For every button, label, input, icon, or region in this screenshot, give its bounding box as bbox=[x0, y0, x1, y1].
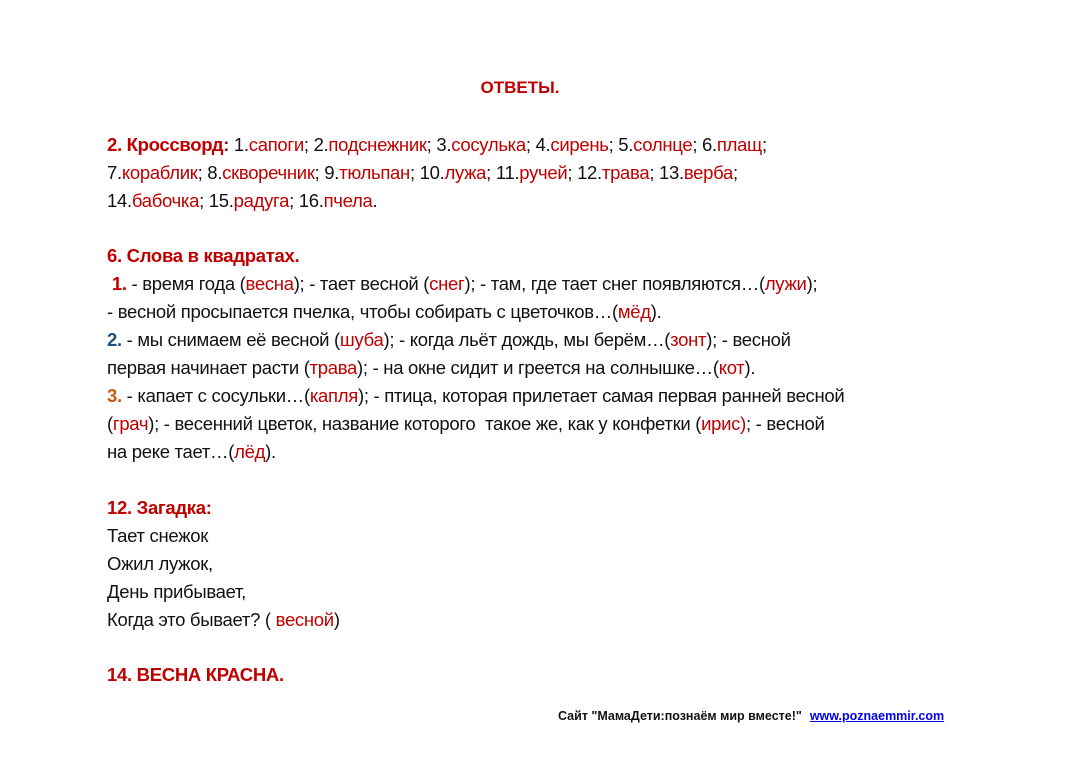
answer-highlight: 1. bbox=[107, 273, 127, 294]
text-segment: ); - тает весной ( bbox=[293, 273, 430, 294]
answer-highlight: 3. bbox=[107, 385, 122, 406]
text-line bbox=[107, 606, 340, 634]
answer-highlight: 12. Загадка: bbox=[107, 497, 212, 518]
text-segment: ; 8. bbox=[197, 162, 223, 183]
answer-highlight: ручей bbox=[519, 162, 568, 183]
text-segment: 1. bbox=[229, 134, 249, 155]
text-segment: ; 9. bbox=[314, 162, 340, 183]
text-segment: ; bbox=[761, 134, 767, 155]
answer-highlight: мёд bbox=[617, 301, 651, 322]
text-segment: ); - весной bbox=[706, 329, 791, 350]
text-segment: - капает с сосульки…( bbox=[121, 385, 310, 406]
text-segment: ; - весной bbox=[746, 413, 825, 434]
text-line bbox=[107, 494, 340, 522]
text-segment: первая начинает расти ( bbox=[107, 357, 310, 378]
answer-highlight: трава bbox=[601, 162, 650, 183]
text-segment: ; 5. bbox=[608, 134, 634, 155]
text-segment: День прибывает, bbox=[107, 581, 246, 602]
answer-highlight: шуба bbox=[339, 329, 384, 350]
answer-highlight: подснежник bbox=[328, 134, 427, 155]
riddle-answer bbox=[107, 494, 340, 634]
text-segment: ; 11. bbox=[486, 162, 520, 183]
text-segment: - время года ( bbox=[126, 273, 246, 294]
answer-highlight: сирень bbox=[550, 134, 609, 155]
answer-highlight: кот bbox=[718, 357, 745, 378]
footer-site-name: Сайт "МамаДети:познаём мир вместе!" bbox=[558, 709, 802, 723]
text-segment: ). bbox=[265, 441, 276, 462]
answer-highlight: тюльпан bbox=[339, 162, 410, 183]
answer-highlight: капля bbox=[309, 385, 358, 406]
text-segment: ; 6. bbox=[692, 134, 717, 155]
answer-highlight: верба bbox=[683, 162, 734, 183]
text-line bbox=[107, 298, 844, 326]
text-segment: ; 12. bbox=[567, 162, 602, 183]
answer-highlight: лужа bbox=[444, 162, 487, 183]
text-line bbox=[107, 438, 844, 466]
text-segment: Когда это бывает? ( bbox=[107, 609, 276, 630]
words-in-squares-answers bbox=[107, 242, 844, 466]
text-segment: ); - когда льёт дождь, мы берём…( bbox=[383, 329, 671, 350]
text-line bbox=[107, 270, 844, 298]
text-segment: ); - весенний цветок, название которого такое же, как у конфетки ( bbox=[148, 413, 702, 434]
answer-highlight: лёд bbox=[234, 441, 266, 462]
text-line bbox=[107, 354, 844, 382]
text-segment: 14. bbox=[107, 190, 132, 211]
text-segment: ; 16. bbox=[289, 190, 324, 211]
page-title: ОТВЕТЫ. bbox=[480, 78, 560, 97]
answer-highlight: кораблик bbox=[121, 162, 198, 183]
text-line bbox=[107, 131, 767, 159]
text-line bbox=[107, 410, 844, 438]
text-segment: ) bbox=[333, 609, 340, 630]
text-segment: ; 4. bbox=[525, 134, 551, 155]
answer-highlight: радуга bbox=[233, 190, 290, 211]
answer-highlight: солнце bbox=[633, 134, 693, 155]
answer-highlight: 14. ВЕСНА КРАСНА. bbox=[107, 664, 284, 685]
text-segment: Ожил лужок, bbox=[107, 553, 213, 574]
text-segment: ; 2. bbox=[303, 134, 329, 155]
footer-link[interactable]: www.poznaemmir.com bbox=[809, 709, 945, 723]
text-segment: ( bbox=[107, 413, 113, 434]
answer-highlight: весна bbox=[245, 273, 294, 294]
text-segment: ; 3. bbox=[426, 134, 452, 155]
answer-highlight: трава bbox=[309, 357, 358, 378]
answer-highlight: весной bbox=[275, 609, 334, 630]
answer-highlight: снег bbox=[429, 273, 465, 294]
answer-highlight: 2. Кроссворд: bbox=[107, 134, 230, 155]
text-segment: - весной просыпается пчелка, чтобы собирать с цветочков…( bbox=[107, 301, 618, 322]
section-14 bbox=[107, 661, 284, 689]
answer-highlight: скворечник bbox=[222, 162, 315, 183]
answer-highlight: 6. Слова в квадратах. bbox=[107, 245, 300, 266]
text-line bbox=[107, 522, 340, 550]
text-line bbox=[107, 187, 767, 215]
text-segment: 7. bbox=[107, 162, 122, 183]
answer-highlight: зонт bbox=[670, 329, 707, 350]
text-segment: ; 10. bbox=[409, 162, 445, 183]
text-segment: ); - птица, которая прилетает самая первая ранней весной bbox=[357, 385, 845, 406]
text-line bbox=[107, 159, 767, 187]
text-segment: ). bbox=[744, 357, 756, 378]
answer-highlight: сосулька bbox=[451, 134, 526, 155]
text-segment: ; 15. bbox=[199, 190, 234, 211]
text-line bbox=[107, 242, 844, 270]
answer-highlight: 2. bbox=[107, 329, 122, 350]
answer-highlight: ирис) bbox=[701, 413, 746, 434]
text-segment: Тает снежок bbox=[107, 525, 209, 546]
text-line bbox=[107, 578, 340, 606]
text-line bbox=[107, 661, 284, 689]
text-segment: ); - там, где тает снег появляются…( bbox=[464, 273, 765, 294]
text-segment: ); - на окне сидит и греется на солнышке…( bbox=[357, 357, 719, 378]
text-segment: ; 13. bbox=[649, 162, 684, 183]
answer-highlight: сапоги bbox=[248, 134, 304, 155]
crossword-answers bbox=[107, 131, 767, 215]
text-line bbox=[107, 382, 844, 410]
answer-highlight: грач bbox=[112, 413, 149, 434]
answer-highlight: бабочка bbox=[131, 190, 200, 211]
answer-highlight: пчела bbox=[323, 190, 373, 211]
answer-highlight: плащ bbox=[716, 134, 762, 155]
text-segment: ); bbox=[806, 273, 818, 294]
text-segment: ; bbox=[733, 162, 738, 183]
text-line bbox=[107, 550, 340, 578]
text-segment: ). bbox=[650, 301, 662, 322]
text-line bbox=[107, 326, 844, 354]
footer bbox=[558, 709, 944, 723]
text-segment: - мы снимаем её весной ( bbox=[121, 329, 340, 350]
answer-highlight: лужи bbox=[764, 273, 807, 294]
text-segment: . bbox=[372, 190, 378, 211]
text-segment: на реке тает…( bbox=[107, 441, 235, 462]
